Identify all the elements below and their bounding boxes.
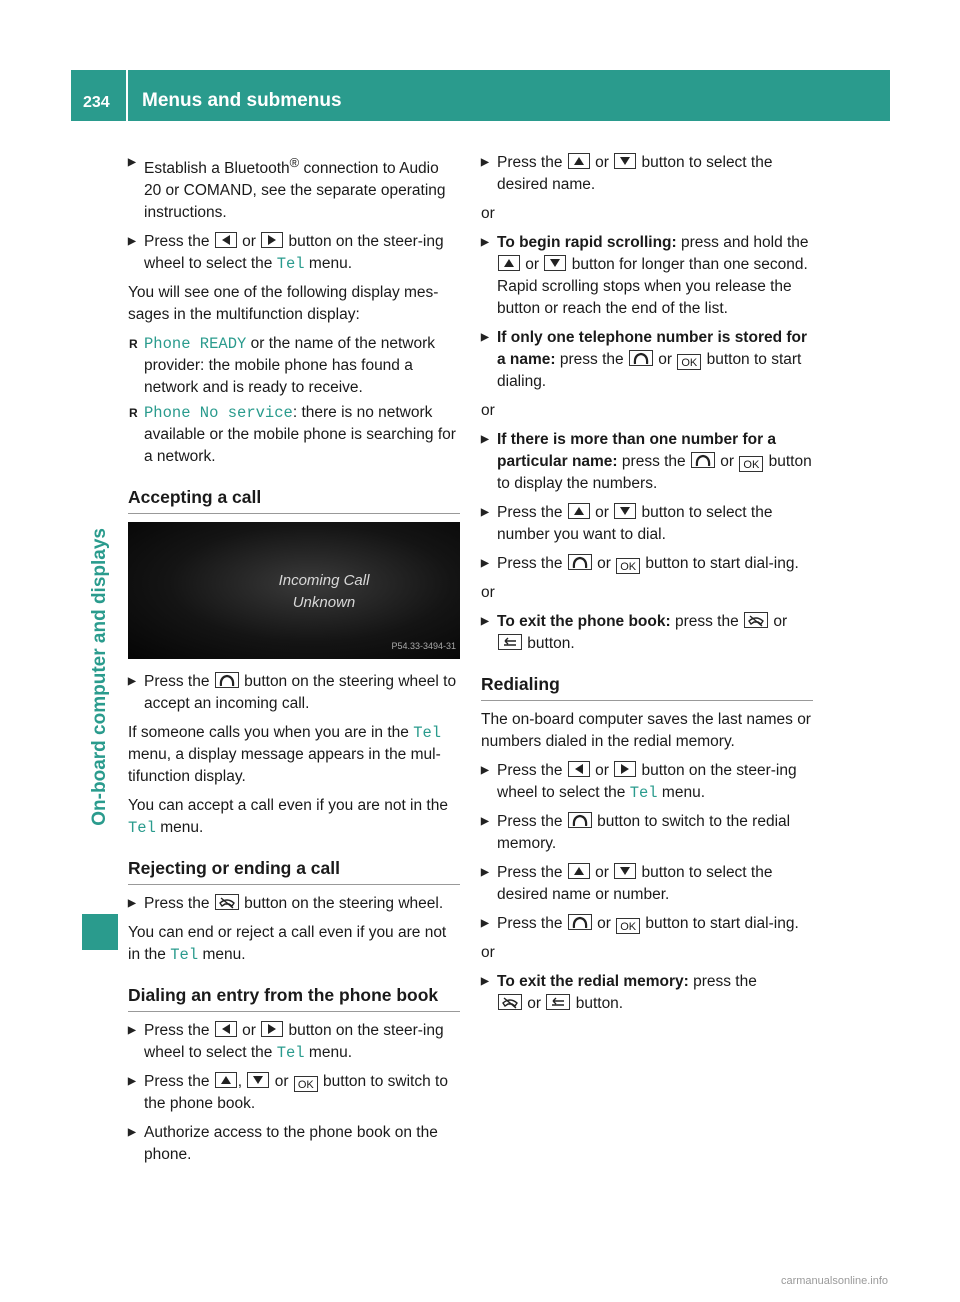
bold-text: To exit the redial memory:	[497, 973, 689, 990]
text: Press the	[144, 673, 214, 691]
text: Press the	[497, 555, 567, 572]
or-text: or	[481, 584, 495, 601]
page-header	[71, 70, 890, 121]
list-item	[128, 231, 460, 275]
ok-button-icon: OK	[739, 456, 763, 472]
screen-line-2: Unknown	[292, 594, 356, 612]
left-column	[128, 152, 460, 1173]
text: Press the	[144, 895, 214, 913]
text: press the	[670, 613, 744, 630]
list-item	[481, 553, 813, 575]
text: or	[523, 995, 546, 1012]
text: If someone calls you when you are in the	[128, 724, 414, 742]
text: Press the	[144, 233, 214, 251]
right-arrow-icon	[261, 1021, 283, 1037]
list-item	[128, 152, 460, 224]
or-text: or	[481, 205, 495, 222]
text: press the	[688, 973, 757, 990]
list-item	[128, 1071, 460, 1115]
paragraph	[128, 795, 460, 839]
text: button to start dialing.	[497, 351, 802, 390]
text: press and hold the	[676, 234, 809, 251]
text: or	[715, 453, 739, 470]
ok-button-icon: OK	[294, 1076, 318, 1092]
right-column	[481, 152, 813, 1022]
text: Rapid scrolling stops when you release the button or reach the end of the list.	[497, 278, 792, 317]
paragraph	[128, 922, 460, 966]
text: button on the steer-ing wheel to select the	[144, 1022, 444, 1062]
text: or	[653, 351, 677, 368]
text: or	[592, 915, 616, 932]
phone-pickup-icon	[215, 672, 239, 688]
text: button on the steering wheel.	[239, 895, 444, 913]
phone-pickup-icon	[629, 350, 653, 366]
or-text: or	[481, 402, 495, 419]
text: or	[590, 504, 614, 521]
list-item	[481, 502, 813, 546]
up-arrow-icon	[215, 1072, 237, 1088]
text: Press the	[144, 1022, 214, 1040]
text: or	[769, 613, 788, 630]
phone-hangup-icon	[215, 894, 239, 910]
text: ,	[237, 1073, 247, 1091]
text: menu.	[304, 1044, 352, 1062]
text: : there is no network available or the mobile phone is searching for a network.	[144, 404, 456, 466]
text: menu.	[657, 784, 705, 801]
text: button on the steer-ing wheel to select the	[144, 233, 444, 273]
right-arrow-icon	[261, 232, 283, 248]
list-item	[481, 862, 813, 906]
tel-menu-label: Tel	[629, 784, 658, 802]
list-item	[481, 611, 813, 655]
heading-dialing-phone-book: Dialing an entry from the phone book	[128, 984, 460, 1012]
side-tab	[82, 528, 118, 888]
text: button to select the number you want to dial.	[497, 504, 773, 543]
ok-button-icon: OK	[616, 918, 640, 934]
text: Press the	[497, 813, 567, 830]
text: button.	[523, 635, 575, 652]
header-divider	[126, 70, 128, 121]
text: button on the steer-ing wheel to select the	[497, 762, 797, 801]
text: press the	[617, 453, 690, 470]
display-message: Phone READY	[144, 335, 247, 354]
back-icon	[498, 634, 522, 650]
text: button to select the desired name.	[497, 154, 773, 193]
text: button to display the numbers.	[497, 453, 812, 492]
text: Press the	[497, 762, 567, 779]
heading-rejecting-call: Rejecting or ending a call	[128, 857, 460, 885]
text: button for longer than one second.	[567, 256, 808, 273]
text: or	[270, 1073, 293, 1091]
tel-menu-label: Tel	[128, 819, 156, 838]
left-arrow-icon	[215, 232, 237, 248]
heading-accepting-call: Accepting a call	[128, 486, 460, 514]
incoming-call-screen-image	[128, 522, 460, 659]
text: or	[590, 864, 614, 881]
bold-text: If there is more than one number for a particular name:	[497, 431, 777, 470]
left-arrow-icon	[215, 1021, 237, 1037]
bold-text: To begin rapid scrolling:	[497, 234, 677, 251]
tel-menu-label: Tel	[413, 724, 442, 743]
text: or	[590, 154, 614, 171]
down-arrow-icon	[614, 153, 636, 169]
list-item	[128, 893, 460, 915]
phone-hangup-icon	[498, 994, 522, 1010]
text: button to start dial-ing.	[641, 915, 799, 932]
list-item	[128, 1020, 460, 1064]
text: button to start dial-ing.	[641, 555, 799, 572]
text: menu.	[155, 819, 204, 837]
down-arrow-icon	[614, 503, 636, 519]
ok-button-icon: OK	[616, 558, 640, 574]
footer-watermark: carmanualsonline.info	[780, 1275, 888, 1287]
list-item	[481, 913, 813, 935]
text: press the	[555, 351, 628, 368]
text: Press the	[497, 864, 567, 881]
text: You can end or reject a call even if you are not in the	[128, 924, 447, 964]
page-number: 234	[83, 94, 110, 111]
list-item	[481, 760, 813, 804]
paragraph: You will see one of the following display mes-sages in the multifunction display:	[128, 284, 439, 324]
list-item	[481, 152, 813, 196]
list-item: ▶ Authorize access to the phone book on the phone.	[128, 1122, 460, 1166]
up-arrow-icon	[568, 863, 590, 879]
text: or	[521, 256, 544, 273]
text: Press the	[497, 504, 567, 521]
text: button.	[571, 995, 624, 1012]
text: menu.	[198, 946, 246, 964]
side-tab-label: On-board computer and displays	[89, 528, 110, 826]
or-text: or	[481, 944, 495, 961]
tel-menu-label: Tel	[276, 255, 305, 274]
text: or	[237, 233, 261, 251]
text: button to switch to the phone book.	[144, 1073, 448, 1113]
list-item	[481, 811, 813, 855]
list-item	[481, 971, 813, 1015]
text: Establish a Bluetooth	[144, 160, 290, 178]
list-item	[481, 232, 813, 320]
list-item	[128, 333, 460, 399]
side-tab-marker	[82, 914, 118, 950]
section-title: Menus and submenus	[142, 90, 342, 111]
up-arrow-icon	[568, 503, 590, 519]
list-item	[481, 429, 813, 495]
phone-pickup-icon	[568, 554, 592, 570]
text: connection to Audio 20 or COMAND, see the separate operating instructions.	[144, 160, 446, 222]
down-arrow-icon	[614, 863, 636, 879]
text: You can accept a call even if you are not in the	[128, 797, 448, 815]
up-arrow-icon	[498, 255, 520, 271]
image-reference: P54.33-3494-31	[391, 641, 456, 652]
text: menu.	[304, 255, 352, 273]
text: Press the	[497, 915, 567, 932]
phone-pickup-icon	[568, 812, 592, 828]
back-icon	[546, 994, 570, 1010]
tel-menu-label: Tel	[170, 946, 199, 965]
right-arrow-icon	[614, 761, 636, 777]
up-arrow-icon	[568, 153, 590, 169]
list-item	[481, 327, 813, 393]
paragraph: The on-board computer saves the last names or numbers dialed in the redial memory.	[481, 711, 811, 750]
list-item	[128, 671, 460, 715]
down-arrow-icon	[544, 255, 566, 271]
list-item	[128, 402, 460, 468]
text: or	[237, 1022, 261, 1040]
ok-button-icon: OK	[677, 354, 701, 370]
text: or	[592, 555, 616, 572]
heading-redialing: Redialing	[481, 673, 813, 701]
text: button to switch to the redial memory.	[497, 813, 791, 852]
text: Press the	[497, 154, 567, 171]
display-message: Phone No service	[144, 404, 293, 423]
phone-hangup-icon	[744, 612, 768, 628]
tel-menu-label: Tel	[276, 1044, 305, 1063]
screen-line-1: Incoming Call	[278, 572, 370, 590]
text: or the name of the network provider: the mobile phone has found a network and is ready to receive.	[144, 335, 436, 397]
phone-pickup-icon	[568, 914, 592, 930]
phone-pickup-icon	[691, 452, 715, 468]
down-arrow-icon	[247, 1072, 269, 1088]
text: button on the steering wheel to accept an incoming call.	[144, 673, 457, 713]
bold-text: If only one telephone number is stored for a name:	[497, 329, 808, 368]
text: button to select the desired name or number.	[497, 864, 773, 903]
text: or	[590, 762, 614, 779]
left-arrow-icon	[568, 761, 590, 777]
bold-text: To exit the phone book:	[497, 613, 671, 630]
registered-mark: ®	[289, 155, 300, 170]
text: Press the	[144, 1073, 214, 1091]
text: menu, a display message appears in the mul-tifunction display.	[128, 746, 441, 786]
paragraph	[128, 722, 460, 788]
